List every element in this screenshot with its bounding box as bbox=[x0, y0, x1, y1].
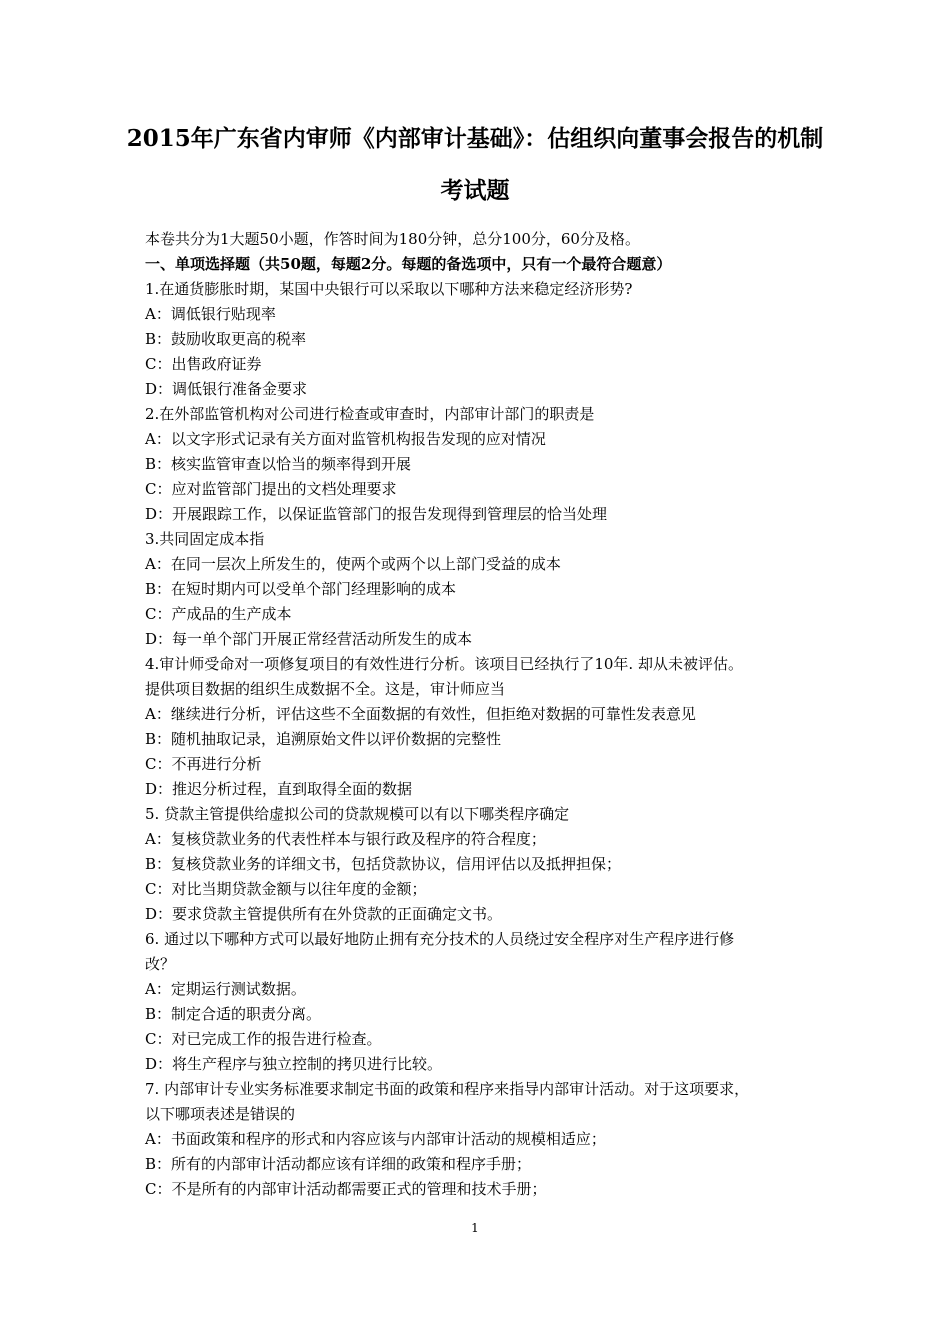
question-text: 以下哪项表述是错误的 bbox=[145, 1105, 296, 1123]
answer-option: D：每一单个部门开展正常经营活动所发生的成本 bbox=[145, 630, 473, 648]
question-text: 2.在外部监管机构对公司进行检查或审查时，内部审计部门的职责是 bbox=[145, 405, 595, 423]
answer-option: A：以文字形式记录有关方面对监管机构报告发现的应对情况 bbox=[145, 430, 546, 448]
answer-option: A：定期运行测试数据。 bbox=[145, 980, 306, 998]
section-heading: 一、单项选择题（共50题，每题2分。每题的备选项中，只有一个最符合题意） bbox=[145, 255, 672, 273]
answer-option: B：核实监管审查以恰当的频率得到开展 bbox=[145, 455, 412, 473]
exam-intro: 本卷共分为1大题50小题，作答时间为180分钟，总分100分，60分及格。 bbox=[145, 230, 640, 248]
question-text: 6. 通过以下哪种方式可以最好地防止拥有充分技术的人员绕过安全程序对生产程序进行修 bbox=[145, 930, 735, 948]
question-list bbox=[145, 277, 810, 1202]
document-title-line-2: 考试题 bbox=[440, 177, 510, 204]
answer-option: C：不再进行分析 bbox=[145, 755, 262, 773]
answer-option: A：调低银行贴现率 bbox=[145, 305, 276, 323]
question-text: 提供项目数据的组织生成数据不全。这是，审计师应当 bbox=[145, 680, 506, 698]
answer-option: A：继续进行分析，评估这些不全面数据的有效性，但拒绝对数据的可靠性发表意见 bbox=[145, 705, 696, 723]
answer-option: C：对比当期贷款金额与以往年度的金额； bbox=[145, 880, 427, 898]
question-text: 改？ bbox=[145, 955, 176, 973]
question-text: 1.在通货膨胀时期，某国中央银行可以采取以下哪种方法来稳定经济形势? bbox=[145, 280, 633, 298]
answer-option: C：出售政府证券 bbox=[145, 355, 262, 373]
answer-option: D：调低银行准备金要求 bbox=[145, 380, 308, 398]
answer-option: A：在同一层次上所发生的，使两个或两个以上部门受益的成本 bbox=[145, 555, 561, 573]
answer-option: B：所有的内部审计活动都应该有详细的政策和程序手册； bbox=[145, 1155, 532, 1173]
document-title-line-1: 2015年广东省内审师《内部审计基础》：估组织向董事会报告的机制 bbox=[126, 125, 824, 152]
answer-option: C：应对监管部门提出的文档处理要求 bbox=[145, 480, 397, 498]
answer-option: B：在短时期内可以受单个部门经理影响的成本 bbox=[145, 580, 457, 598]
answer-option: D：将生产程序与独立控制的拷贝进行比较。 bbox=[145, 1055, 443, 1073]
answer-option: A：书面政策和程序的形式和内容应该与内部审计活动的规模相适应； bbox=[145, 1130, 606, 1148]
document-body bbox=[145, 227, 810, 1202]
answer-option: C：产成品的生产成本 bbox=[145, 605, 292, 623]
question-text: 5. 贷款主管提供给虚拟公司的贷款规模可以有以下哪类程序确定 bbox=[145, 805, 570, 823]
answer-option: C：对已完成工作的报告进行检查。 bbox=[145, 1030, 382, 1048]
answer-option: B：鼓励收取更高的税率 bbox=[145, 330, 307, 348]
answer-option: B：随机抽取记录，追溯原始文件以评价数据的完整性 bbox=[145, 730, 502, 748]
page-number: 1 bbox=[471, 1221, 479, 1235]
question-text: 3.共同固定成本指 bbox=[145, 530, 265, 548]
answer-option: A：复核贷款业务的代表性样本与银行政及程序的符合程度； bbox=[145, 830, 546, 848]
answer-option: D：推迟分析过程，直到取得全面的数据 bbox=[145, 780, 413, 798]
answer-option: D：开展跟踪工作，以保证监管部门的报告发现得到管理层的恰当处理 bbox=[145, 505, 608, 523]
question-text: 4.审计师受命对一项修复项目的有效性进行分析。该项目已经执行了10年. 却从未被评估。 bbox=[145, 655, 743, 673]
answer-option: C：不是所有的内部审计活动都需要正式的管理和技术手册； bbox=[145, 1180, 547, 1198]
answer-option: B：复核贷款业务的详细文书，包括贷款协议，信用评估以及抵押担保； bbox=[145, 855, 622, 873]
answer-option: B：制定合适的职责分离。 bbox=[145, 1005, 322, 1023]
question-text: 7. 内部审计专业实务标准要求制定书面的政策和程序来指导内部审计活动。对于这项要求， bbox=[145, 1080, 750, 1098]
answer-option: D：要求贷款主管提供所有在外贷款的正面确定文书。 bbox=[145, 905, 503, 923]
